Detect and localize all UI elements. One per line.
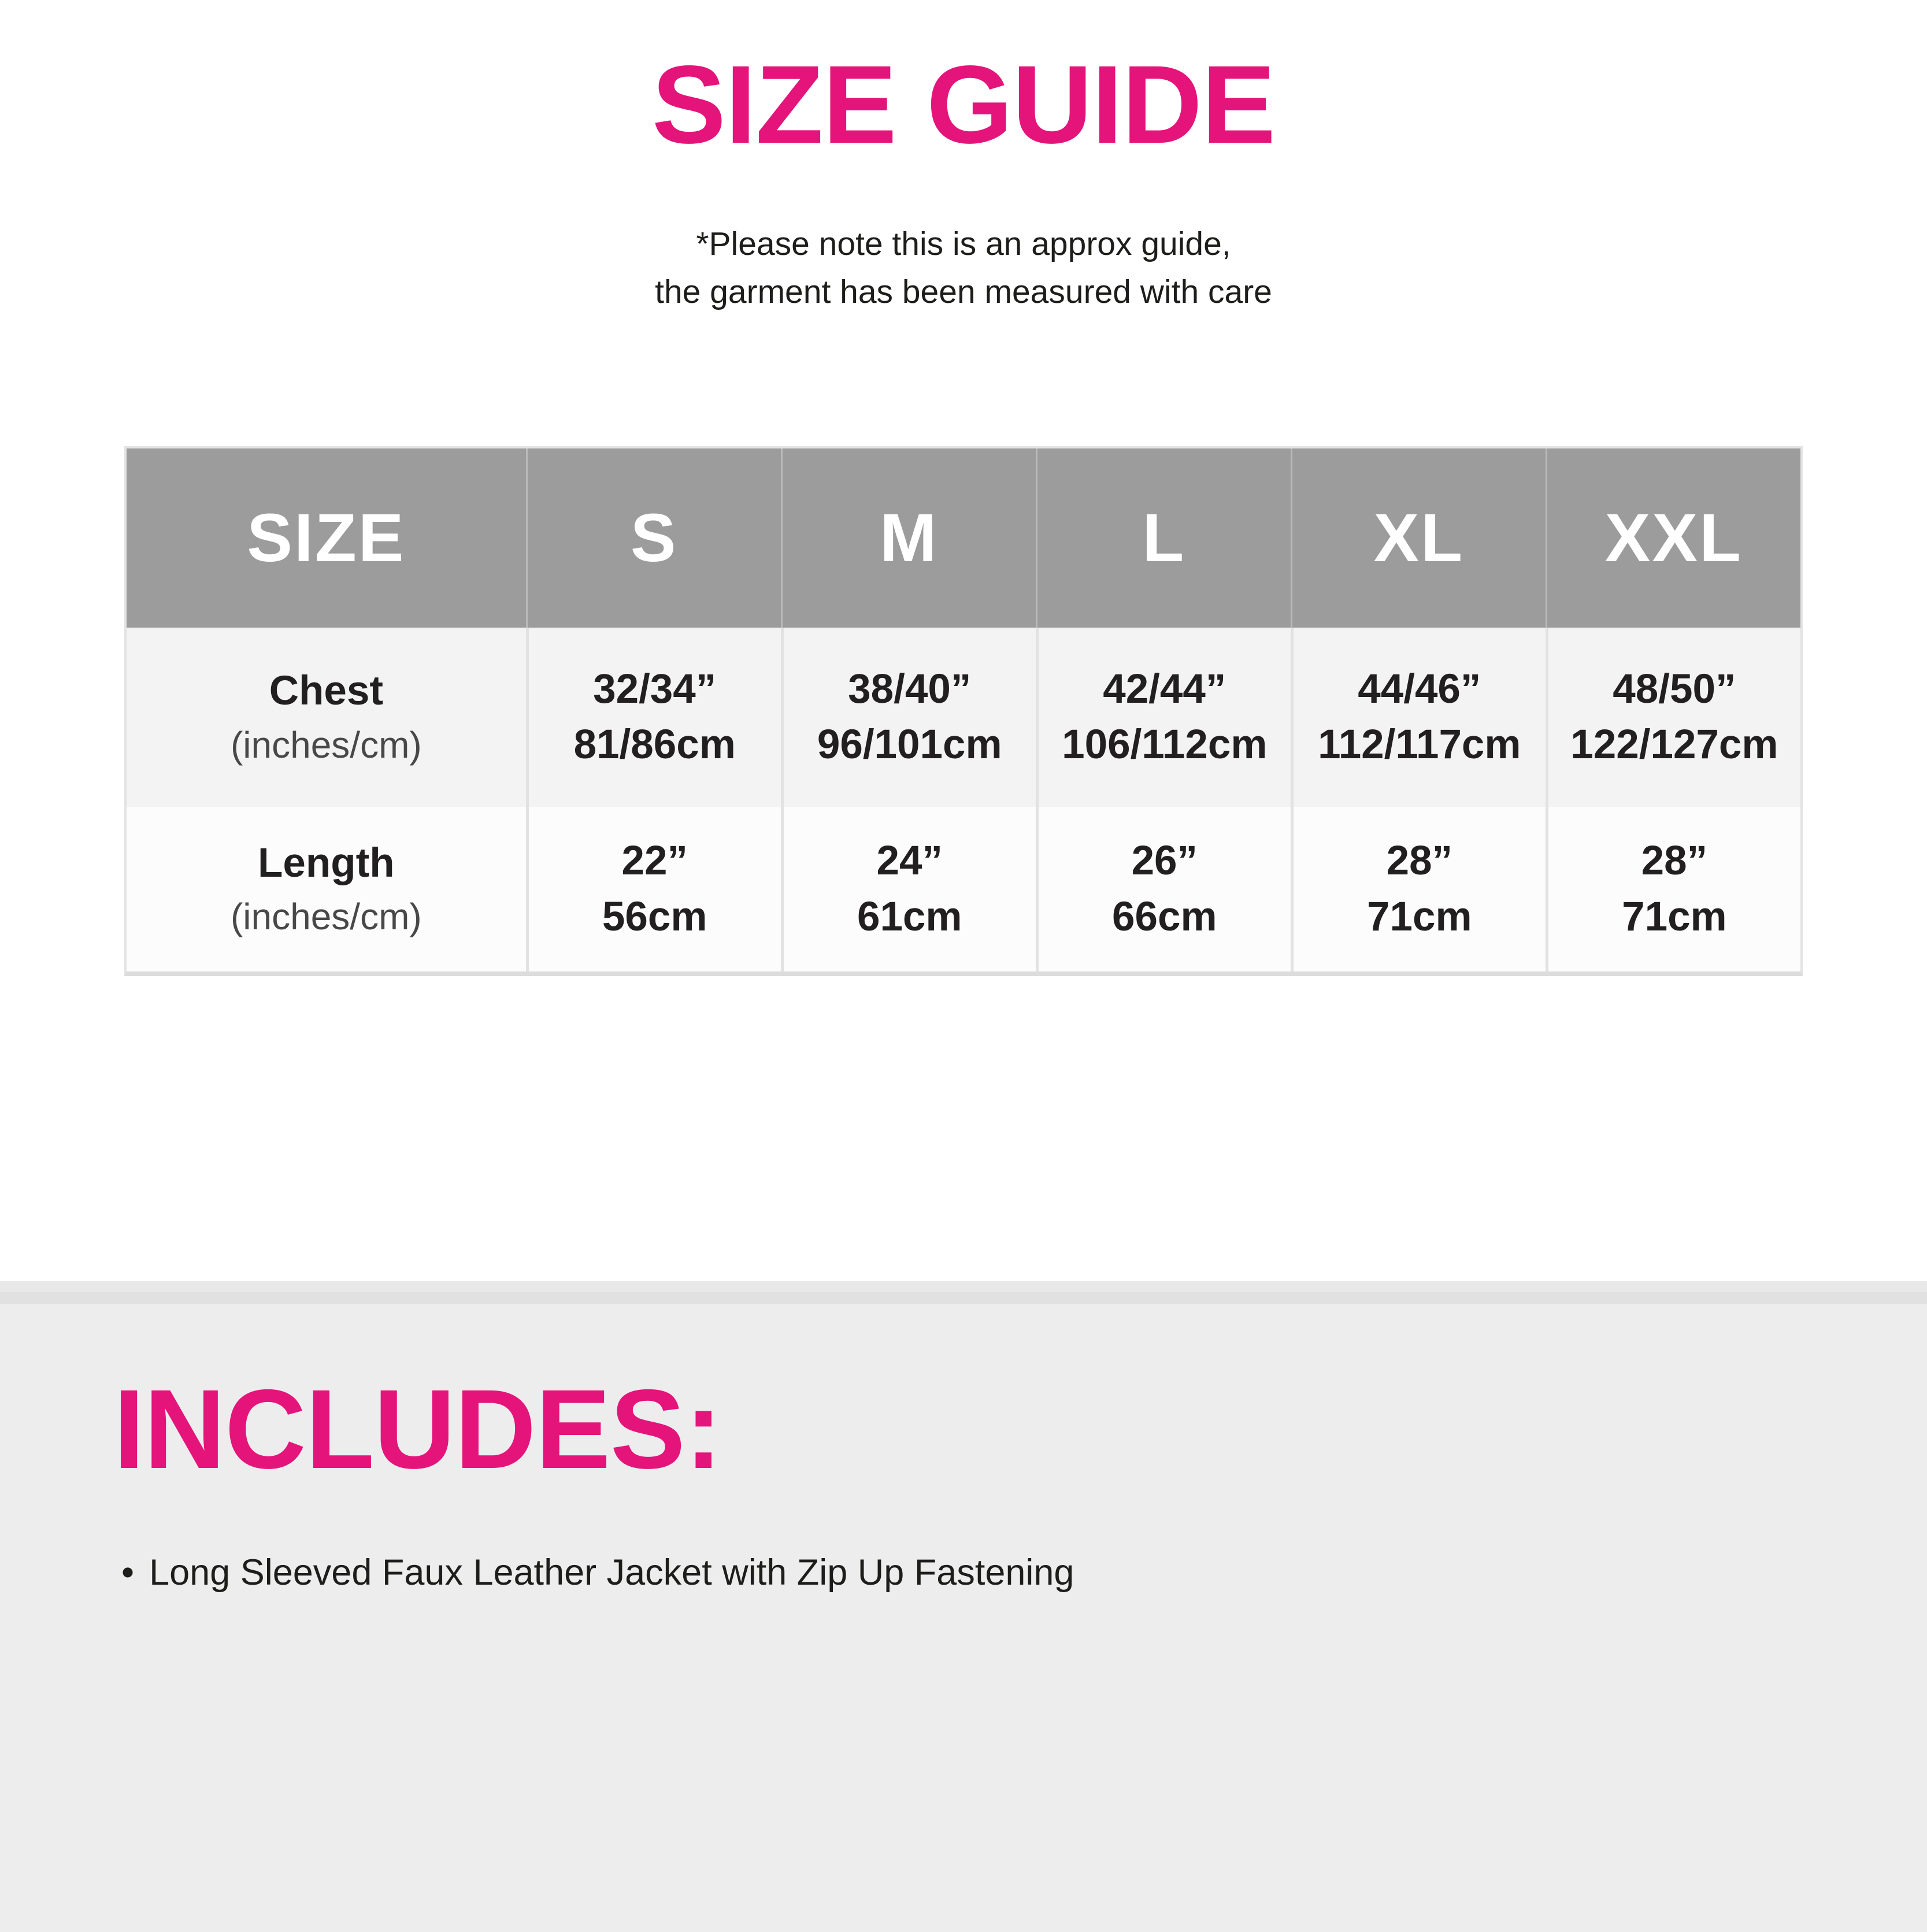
- length-value-xxl: [1546, 807, 1800, 971]
- row-label: Length: [258, 840, 395, 886]
- value-cm: 56cm: [602, 893, 707, 940]
- value-inches: 42/44”: [1103, 666, 1226, 712]
- value-cm: 61cm: [857, 893, 962, 940]
- value-cm: 96/101cm: [817, 722, 1002, 768]
- row-label: Chest: [269, 668, 383, 714]
- note-line-2: the garment has been measured with care: [655, 273, 1272, 310]
- value-cm: 71cm: [1367, 893, 1472, 940]
- size-table: [124, 446, 1803, 976]
- value-inches: 48/50”: [1613, 666, 1736, 712]
- note-line-1: *Please note this is an approx guide,: [696, 225, 1231, 262]
- approx-guide-note: [0, 220, 1927, 316]
- column-header-s: S: [526, 448, 781, 628]
- column-header-xxl: XXL: [1546, 448, 1800, 628]
- section-divider-strip: [0, 1292, 1927, 1304]
- length-value-m: [781, 807, 1036, 971]
- value-cm: 122/127cm: [1570, 722, 1778, 768]
- value-inches: 26”: [1131, 838, 1198, 884]
- size-table-header-row: [127, 448, 1800, 628]
- column-header-xl: XL: [1291, 448, 1546, 628]
- list-item: [113, 1549, 1881, 1597]
- value-cm: 106/112cm: [1062, 722, 1268, 768]
- value-inches: 28”: [1386, 838, 1453, 884]
- value-inches: 44/46”: [1358, 666, 1481, 712]
- length-value-xl: [1291, 807, 1546, 971]
- value-inches: 28”: [1641, 838, 1708, 884]
- value-inches: 32/34”: [593, 666, 717, 712]
- row-sublabel: (inches/cm): [230, 724, 422, 766]
- value-cm: 112/117cm: [1318, 722, 1521, 768]
- includes-section: [0, 1281, 1927, 1932]
- value-inches: 38/40”: [848, 666, 972, 712]
- chest-value-m: [781, 628, 1036, 807]
- row-sublabel: (inches/cm): [230, 896, 422, 938]
- table-row-chest: [127, 628, 1800, 807]
- includes-item-text: Long Sleeved Faux Leather Jacket with Zip Up Fastening: [149, 1552, 1074, 1593]
- length-value-l: [1036, 807, 1291, 971]
- table-row-length: [127, 807, 1800, 971]
- value-inches: 24”: [876, 838, 943, 884]
- section-divider-strip: [0, 1281, 1927, 1292]
- length-value-s: [526, 807, 781, 971]
- chest-value-xl: [1291, 628, 1546, 807]
- row-label-cell: [127, 628, 526, 807]
- chest-value-xxl: [1546, 628, 1800, 807]
- includes-content: [0, 1304, 1927, 1597]
- chest-value-l: [1036, 628, 1291, 807]
- page-title: SIZE GUIDE: [651, 42, 1276, 166]
- value-inches: 22”: [621, 838, 688, 884]
- bullet-point: •: [121, 1552, 135, 1593]
- column-header-m: M: [781, 448, 1036, 628]
- value-cm: 66cm: [1112, 893, 1217, 940]
- value-cm: 81/86cm: [573, 722, 736, 768]
- row-label-cell: [127, 807, 526, 971]
- column-header-size: SIZE: [247, 500, 406, 577]
- includes-heading: INCLUDES:: [113, 1366, 722, 1493]
- value-cm: 71cm: [1622, 893, 1727, 940]
- column-header-l: L: [1036, 448, 1291, 628]
- chest-value-s: [526, 628, 781, 807]
